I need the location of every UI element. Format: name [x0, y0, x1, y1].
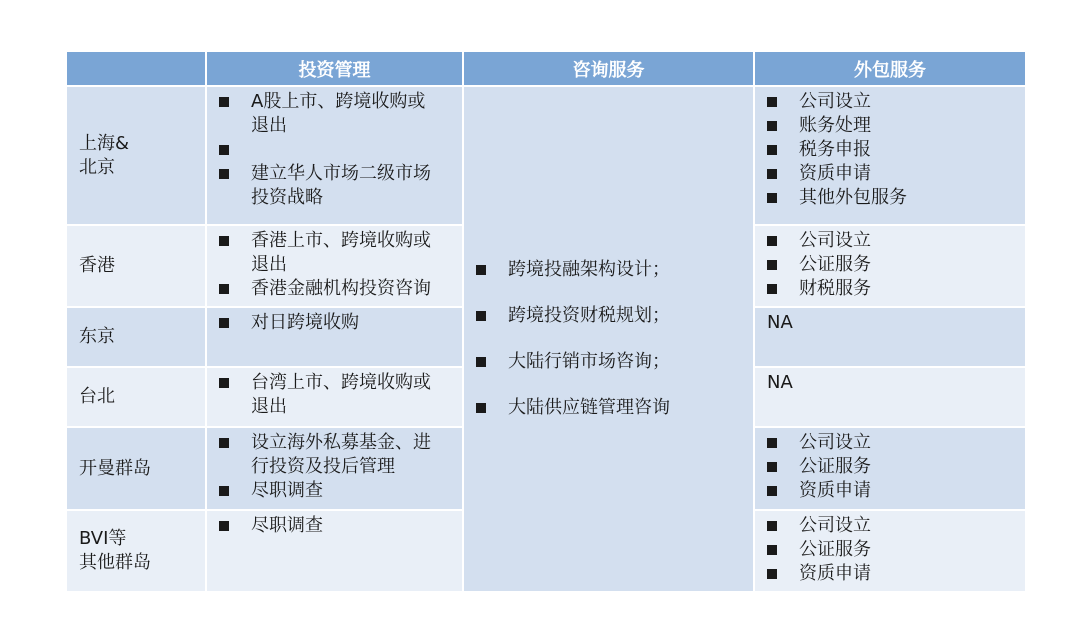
- region-name: 北京: [79, 156, 115, 178]
- list-item: A股上市、跨境收购或 退出: [219, 90, 456, 138]
- header-region: [67, 52, 205, 85]
- list-item: 建立华人市场二级市场 投资战略: [219, 162, 456, 210]
- region-cell: [67, 511, 205, 591]
- region-name: 开曼群岛: [79, 457, 151, 479]
- list-item: 尽职调查: [219, 514, 456, 538]
- list-item: 跨境投融架构设计；: [476, 258, 670, 282]
- list-item: 香港上市、跨境收购或 退出: [219, 229, 456, 277]
- spacer: [219, 138, 456, 152]
- na-text: NA: [767, 372, 793, 393]
- region-name: 东京: [79, 326, 115, 347]
- header-consulting: 咨询服务: [464, 52, 753, 85]
- outsourcing-cell: [755, 428, 1025, 509]
- outsourcing-cell: [755, 511, 1025, 591]
- outsourcing-cell: [755, 87, 1025, 224]
- list-item: 香港金融机构投资咨询: [219, 277, 456, 301]
- list-item: 资质申请: [767, 562, 1019, 586]
- investment-cell: [207, 368, 462, 426]
- outsourcing-cell: [755, 368, 1025, 426]
- list-item: 账务处理: [767, 114, 1019, 138]
- region-cell: [67, 226, 205, 306]
- list-item: 资质申请: [767, 479, 1019, 503]
- region-name: 其他群岛: [79, 552, 151, 573]
- region-cell: [67, 428, 205, 509]
- investment-cell: [207, 87, 462, 224]
- consulting-cell: [464, 87, 753, 591]
- list-item: 设立海外私募基金、进 行投资及投后管理: [219, 431, 456, 479]
- region-name: 香港: [79, 255, 115, 276]
- list-item: 税务申报: [767, 138, 1019, 162]
- list-item: 公司设立: [767, 90, 1019, 114]
- list-item: 台湾上市、跨境收购或 退出: [219, 371, 456, 419]
- list-item: 对日跨境收购: [219, 311, 456, 335]
- region-cell: [67, 368, 205, 426]
- list-item: 尽职调查: [219, 479, 456, 503]
- outsourcing-cell: [755, 308, 1025, 366]
- investment-cell: [207, 226, 462, 306]
- list-item: 公证服务: [767, 455, 1019, 479]
- list-item: 其他外包服务: [767, 186, 1019, 210]
- list-item: 公司设立: [767, 229, 1019, 253]
- list-item: 公证服务: [767, 253, 1019, 277]
- region-cell: [67, 308, 205, 366]
- region-name: 上海&: [79, 132, 130, 154]
- na-text: NA: [767, 312, 793, 333]
- region-cell: [67, 87, 205, 224]
- investment-cell: [207, 308, 462, 366]
- region-name: BVI等: [79, 528, 127, 549]
- header-outsourcing: 外包服务: [755, 52, 1025, 85]
- investment-cell: [207, 428, 462, 509]
- list-item: 资质申请: [767, 162, 1019, 186]
- list-item: 跨境投资财税规划；: [476, 304, 670, 328]
- list-item: 财税服务: [767, 277, 1019, 301]
- services-table: [67, 52, 1025, 585]
- list-item: 公司设立: [767, 514, 1019, 538]
- investment-cell: [207, 511, 462, 591]
- list-item: 大陆供应链管理咨询: [476, 396, 670, 420]
- region-name: 台北: [79, 386, 115, 407]
- list-item: 公司设立: [767, 431, 1019, 455]
- list-item: 大陆行销市场咨询；: [476, 350, 670, 374]
- outsourcing-cell: [755, 226, 1025, 306]
- header-investment: 投资管理: [207, 52, 462, 85]
- list-item: 公证服务: [767, 538, 1019, 562]
